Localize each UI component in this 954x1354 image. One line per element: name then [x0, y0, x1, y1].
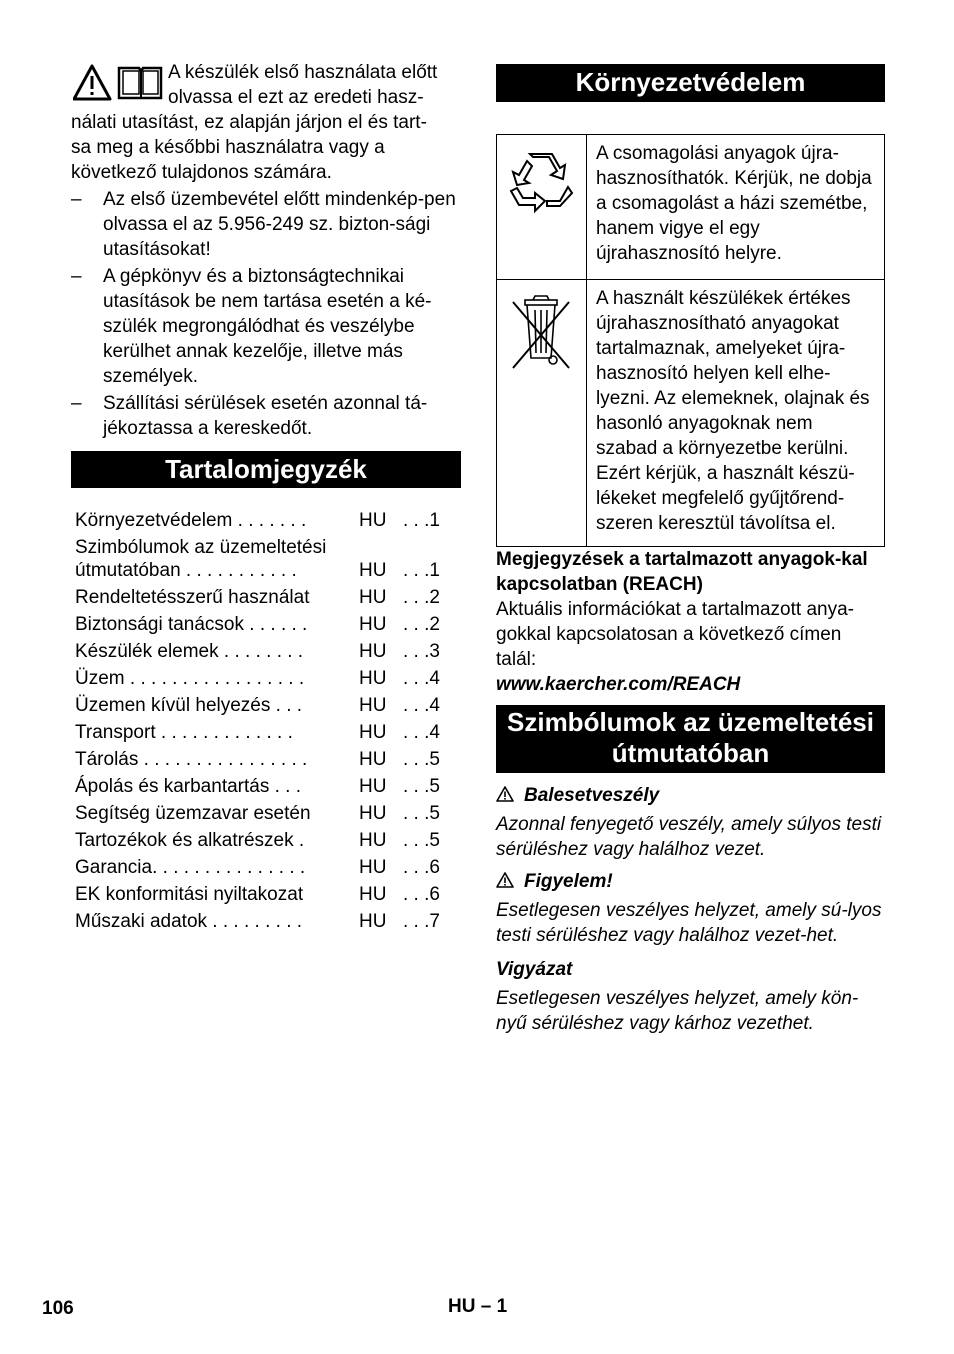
- toc-entry-title: Ápolás és karbantartás . . .: [75, 776, 302, 797]
- toc-entry-title: EK konformitási nyiltakozat: [75, 884, 304, 905]
- toc-entry-lang: HU: [359, 857, 387, 878]
- warning-title: Figyelem!: [496, 869, 885, 894]
- footer-section-label: HU – 1: [448, 1296, 508, 1317]
- toc-entry-page: . . .4: [403, 668, 440, 689]
- warning-triangle-icon: [496, 786, 514, 802]
- icon-cell: [497, 280, 587, 547]
- list-item: – Szállítási sérülések esetén azonnal tá-jékoztassa a kereskedőt.: [71, 393, 428, 439]
- toc-entry-title: Biztonsági tanácsok . . . . . .: [75, 614, 308, 635]
- toc-entry[interactable]: [71, 882, 461, 909]
- intro-line: következő tulajdonos számára.: [71, 162, 332, 183]
- toc-entry[interactable]: [71, 585, 461, 612]
- toc-entry-title: Műszaki adatok . . . . . . . . .: [75, 911, 303, 932]
- toc-entry-title: Üzemen kívül helyezés . . .: [75, 695, 303, 716]
- toc-entry[interactable]: [71, 612, 461, 639]
- environment-text: A használt készülékek értékes újrahasznosítható anyagokat tartalmaznak, amelyeket újra-hasznosító helyen kell elhe-lyezni. Az elemeknek, olajnak és hasonló anyagoknak nem szabad a környezetbe kerülni. Ezért kérjük, a használt készü-lékeket megfelelő gyűjtőrend-szeren keresztül távolítsa el.: [587, 280, 885, 547]
- toc-entry[interactable]: [71, 828, 461, 855]
- toc-entry-title: Tárolás . . . . . . . . . . . . . . . .: [75, 749, 308, 770]
- toc-entry-lang: HU: [359, 776, 387, 797]
- toc-entry-lang: HU: [359, 749, 387, 770]
- toc-entry-page: . . .5: [403, 803, 440, 824]
- dash-bullet: –: [71, 189, 82, 210]
- intro-first-line: A készülék első használata előtt: [168, 62, 438, 83]
- toc-entry-lang: HU: [359, 614, 387, 635]
- toc-entry-lang: HU: [359, 722, 387, 743]
- toc-entry-page: . . .7: [403, 911, 440, 932]
- toc-entry-lang: HU: [359, 587, 387, 608]
- danger-title: Balesetveszély: [496, 783, 885, 808]
- toc-entry-lang: HU: [359, 695, 387, 716]
- toc-entry-page: . . .1: [403, 560, 440, 581]
- toc-entry[interactable]: [71, 639, 461, 666]
- environment-heading: Környezetvédelem: [496, 64, 885, 102]
- intro-notice: [71, 60, 461, 185]
- table-of-contents: [71, 508, 461, 936]
- toc-entry-lang: HU: [359, 911, 387, 932]
- toc-entry-page: . . .3: [403, 641, 440, 662]
- toc-entry[interactable]: [71, 774, 461, 801]
- toc-entry-page: . . .6: [403, 884, 440, 905]
- reach-heading: Megjegyzések a tartalmazott anyagok-kal kapcsolatban (REACH): [496, 549, 868, 595]
- warning-triangle-icon: [496, 872, 514, 888]
- toc-heading: Tartalomjegyzék: [71, 451, 461, 488]
- toc-entry-title: Készülék elemek . . . . . . . .: [75, 641, 304, 662]
- toc-entry[interactable]: [71, 508, 461, 535]
- environment-table: [496, 134, 885, 547]
- toc-entry-lang: HU: [359, 641, 387, 662]
- toc-entry-page: . . .4: [403, 722, 440, 743]
- toc-entry[interactable]: [71, 747, 461, 774]
- icon-cell: [497, 135, 587, 280]
- caution-text: Esetlegesen veszélyes helyzet, amely kön-nyű sérüléshez vagy kárhoz vezethet.: [496, 988, 859, 1034]
- toc-entry-page: . . .5: [403, 776, 440, 797]
- caution-title: Vigyázat: [496, 959, 573, 980]
- toc-entry-title: Rendeltetésszerű használat: [75, 587, 310, 608]
- toc-entry-title: Üzem . . . . . . . . . . . . . . . . .: [75, 668, 305, 689]
- toc-entry-title: Környezetvédelem . . . . . . .: [75, 510, 307, 531]
- toc-entry-lang: HU: [359, 830, 387, 851]
- intro-line: olvassa el ezt az eredeti hasz-: [168, 87, 424, 108]
- toc-entry-page: . . .2: [403, 587, 440, 608]
- symbols-heading: [496, 705, 885, 773]
- toc-entry[interactable]: [71, 720, 461, 747]
- toc-entry-page: . . .5: [403, 749, 440, 770]
- toc-entry-lang: HU: [359, 510, 387, 531]
- environment-text: A csomagolási anyagok újra-hasznosíthatók. Kérjük, ne dobja a csomagolást a házi szemétbe, hanem vigye el egy újrahasznosító helyre.: [587, 135, 885, 280]
- toc-entry[interactable]: [71, 909, 461, 936]
- table-row: [497, 135, 885, 280]
- safety-list: [71, 187, 461, 441]
- toc-entry-page: . . .2: [403, 614, 440, 635]
- toc-entry[interactable]: [71, 855, 461, 882]
- toc-entry-page: . . .5: [403, 830, 440, 851]
- intro-line: sa meg a későbbi használatra vagy a: [71, 137, 385, 158]
- toc-entry[interactable]: [71, 801, 461, 828]
- toc-entry-title: Transport . . . . . . . . . . . . .: [75, 722, 293, 743]
- toc-entry-page: . . .4: [403, 695, 440, 716]
- crossed-bin-icon: [497, 280, 586, 380]
- left-column: [71, 60, 461, 936]
- toc-entry-lang: HU: [359, 803, 387, 824]
- list-item: – Az első üzembevétel előtt mindenkép-pen olvassa el az 5.956-249 sz. bizton-sági utasításokat!: [71, 189, 456, 260]
- toc-entry-lang: HU: [359, 560, 387, 581]
- recycle-icon: [497, 135, 586, 272]
- dash-bullet: –: [71, 393, 82, 414]
- reach-link[interactable]: www.kaercher.com/REACH: [496, 674, 741, 695]
- warning-manual-icon: [73, 64, 163, 102]
- toc-entry[interactable]: [71, 693, 461, 720]
- toc-entry-lang: HU: [359, 884, 387, 905]
- reach-text: Aktuális információkat a tartalmazott anya-gokkal kapcsolatosan a következő címen talál:: [496, 599, 854, 670]
- symbols-heading-line: útmutatóban: [611, 738, 770, 768]
- toc-entry[interactable]: [71, 535, 461, 585]
- toc-entry-title: Garancia. . . . . . . . . . . . . . .: [75, 857, 306, 878]
- toc-entry-page: . . .1: [403, 510, 440, 531]
- toc-entry-title: Segítség üzemzavar esetén: [75, 803, 311, 824]
- toc-entry-title: Tartozékok és alkatrészek .: [75, 830, 305, 851]
- toc-entry-title: Szimbólumok az üzemeltetési útmutatóban . . . . . . . . . . .: [75, 537, 327, 581]
- dash-bullet: –: [71, 266, 82, 287]
- toc-entry-page: . . .6: [403, 857, 440, 878]
- toc-entry[interactable]: [71, 666, 461, 693]
- warning-text: Esetlegesen veszélyes helyzet, amely sú-lyos testi sérüléshez vagy halálhoz vezet-het.: [496, 900, 882, 946]
- right-column: [496, 64, 885, 1036]
- list-item: – A gépkönyv és a biztonságtechnikai utasítások be nem tartása esetén a ké-szülék megrongálódhat és veszélybe kerülhet annak kezelője, illetve más személyek.: [71, 266, 432, 387]
- page-number: 106: [42, 1298, 74, 1319]
- symbols-heading-line: Szimbólumok az üzemeltetési: [507, 707, 874, 737]
- toc-entry-lang: HU: [359, 668, 387, 689]
- table-row: [497, 280, 885, 547]
- danger-text: Azonnal fenyegető veszély, amely súlyos testi sérüléshez vagy halálhoz vezet.: [496, 814, 882, 860]
- intro-line: nálati utasítást, ez alapján járjon el és tart-: [71, 112, 427, 133]
